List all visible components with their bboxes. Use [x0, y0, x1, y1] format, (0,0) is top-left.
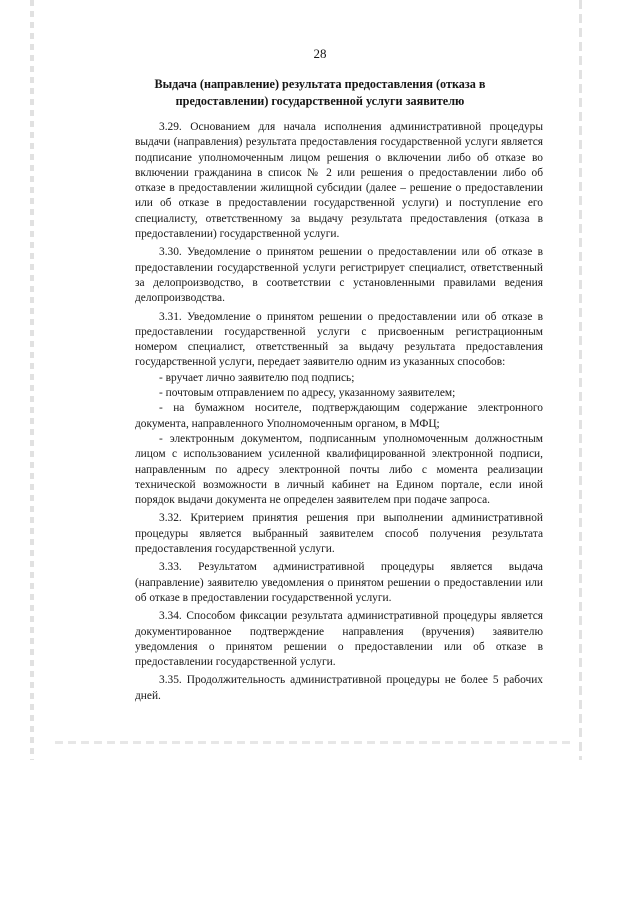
paragraph-3-31: 3.31. Уведомление о принятом решении о предоставлении или об отказе в предоставлении государственной услуги с присвоенным регистрационным номером специалист, ответственный за выдачу результата предоставления государственной услуги, передает заявителю одним из указанных способов:	[135, 310, 543, 369]
delivery-method-electronic: - электронным документом, подписанным уполномоченным должностным лицом с использованием усиленной квалифицированной электронной подписи, направленным по адресу электронной почты либо с момента реализации технической возможности в личный кабинет на Едином портале, если иной порядок выдачи документа не определен заявителем при подаче запроса.	[135, 432, 543, 507]
paragraph-3-30: 3.30. Уведомление о принятом решении о предоставлении или об отказе в предоставлении государственной услуги регистрирует специалист, ответственный за делопроизводство, в соответствии с установленными правилами ведения делопроизводства.	[135, 246, 543, 305]
section-title: Выдача (направление) результата предоставления (отказа в предоставлении) государственной услуги заявителю	[154, 77, 486, 108]
paragraph-3-29: 3.29. Основанием для начала исполнения административной процедуры выдачи (направления) результата предоставления государственной услуги является подписание уполномоченным лицом решения о включении либо об отказе во включении гражданина в список № 2 или решения о предоставлении либо об отказе в предоставлении жилищной субсидии (далее – решение о предоставлении или об отказе в предоставлении государственной услуги) и поступление его специалисту, ответственному за выдачу результата предоставления (отказа в предоставлении) государственной услуги.	[135, 121, 543, 241]
scan-edge-left	[30, 0, 34, 760]
paragraph-3-33: 3.33. Результатом административной процедуры является выдача (направление) заявителю уведомления о принятом решении о предоставлении или об отказе в предоставлении государственной услуги.	[135, 561, 543, 604]
paragraph-3-34: 3.34. Способом фиксации результата административной процедуры является документированное подтверждение направления (вручения) заявителю уведомления о принятом решении о предоставлении или об отказе в предоставлении государственной услуги.	[135, 610, 543, 669]
paragraph-3-32: 3.32. Критерием принятия решения при выполнении административной процедуры является выбранный заявителем способ получения результата предоставления государственной услуги.	[135, 512, 543, 556]
delivery-method-in-person: - вручает лично заявителю под подпись;	[159, 371, 355, 384]
delivery-method-paper-mfc: - на бумажном носителе, подтверждающим содержание электронного документа, направленного Уполномоченным органом, в МФЦ;	[135, 402, 543, 430]
page-number: 28	[313, 46, 327, 61]
delivery-method-post: - почтовым отправлением по адресу, указанному заявителем;	[159, 387, 456, 400]
scan-edge-bottom	[55, 741, 575, 744]
document-body	[135, 120, 543, 707]
scan-edge-right	[579, 0, 582, 760]
paragraph-3-35: 3.35. Продолжительность административной процедуры не более 5 рабочих дней.	[135, 674, 543, 702]
